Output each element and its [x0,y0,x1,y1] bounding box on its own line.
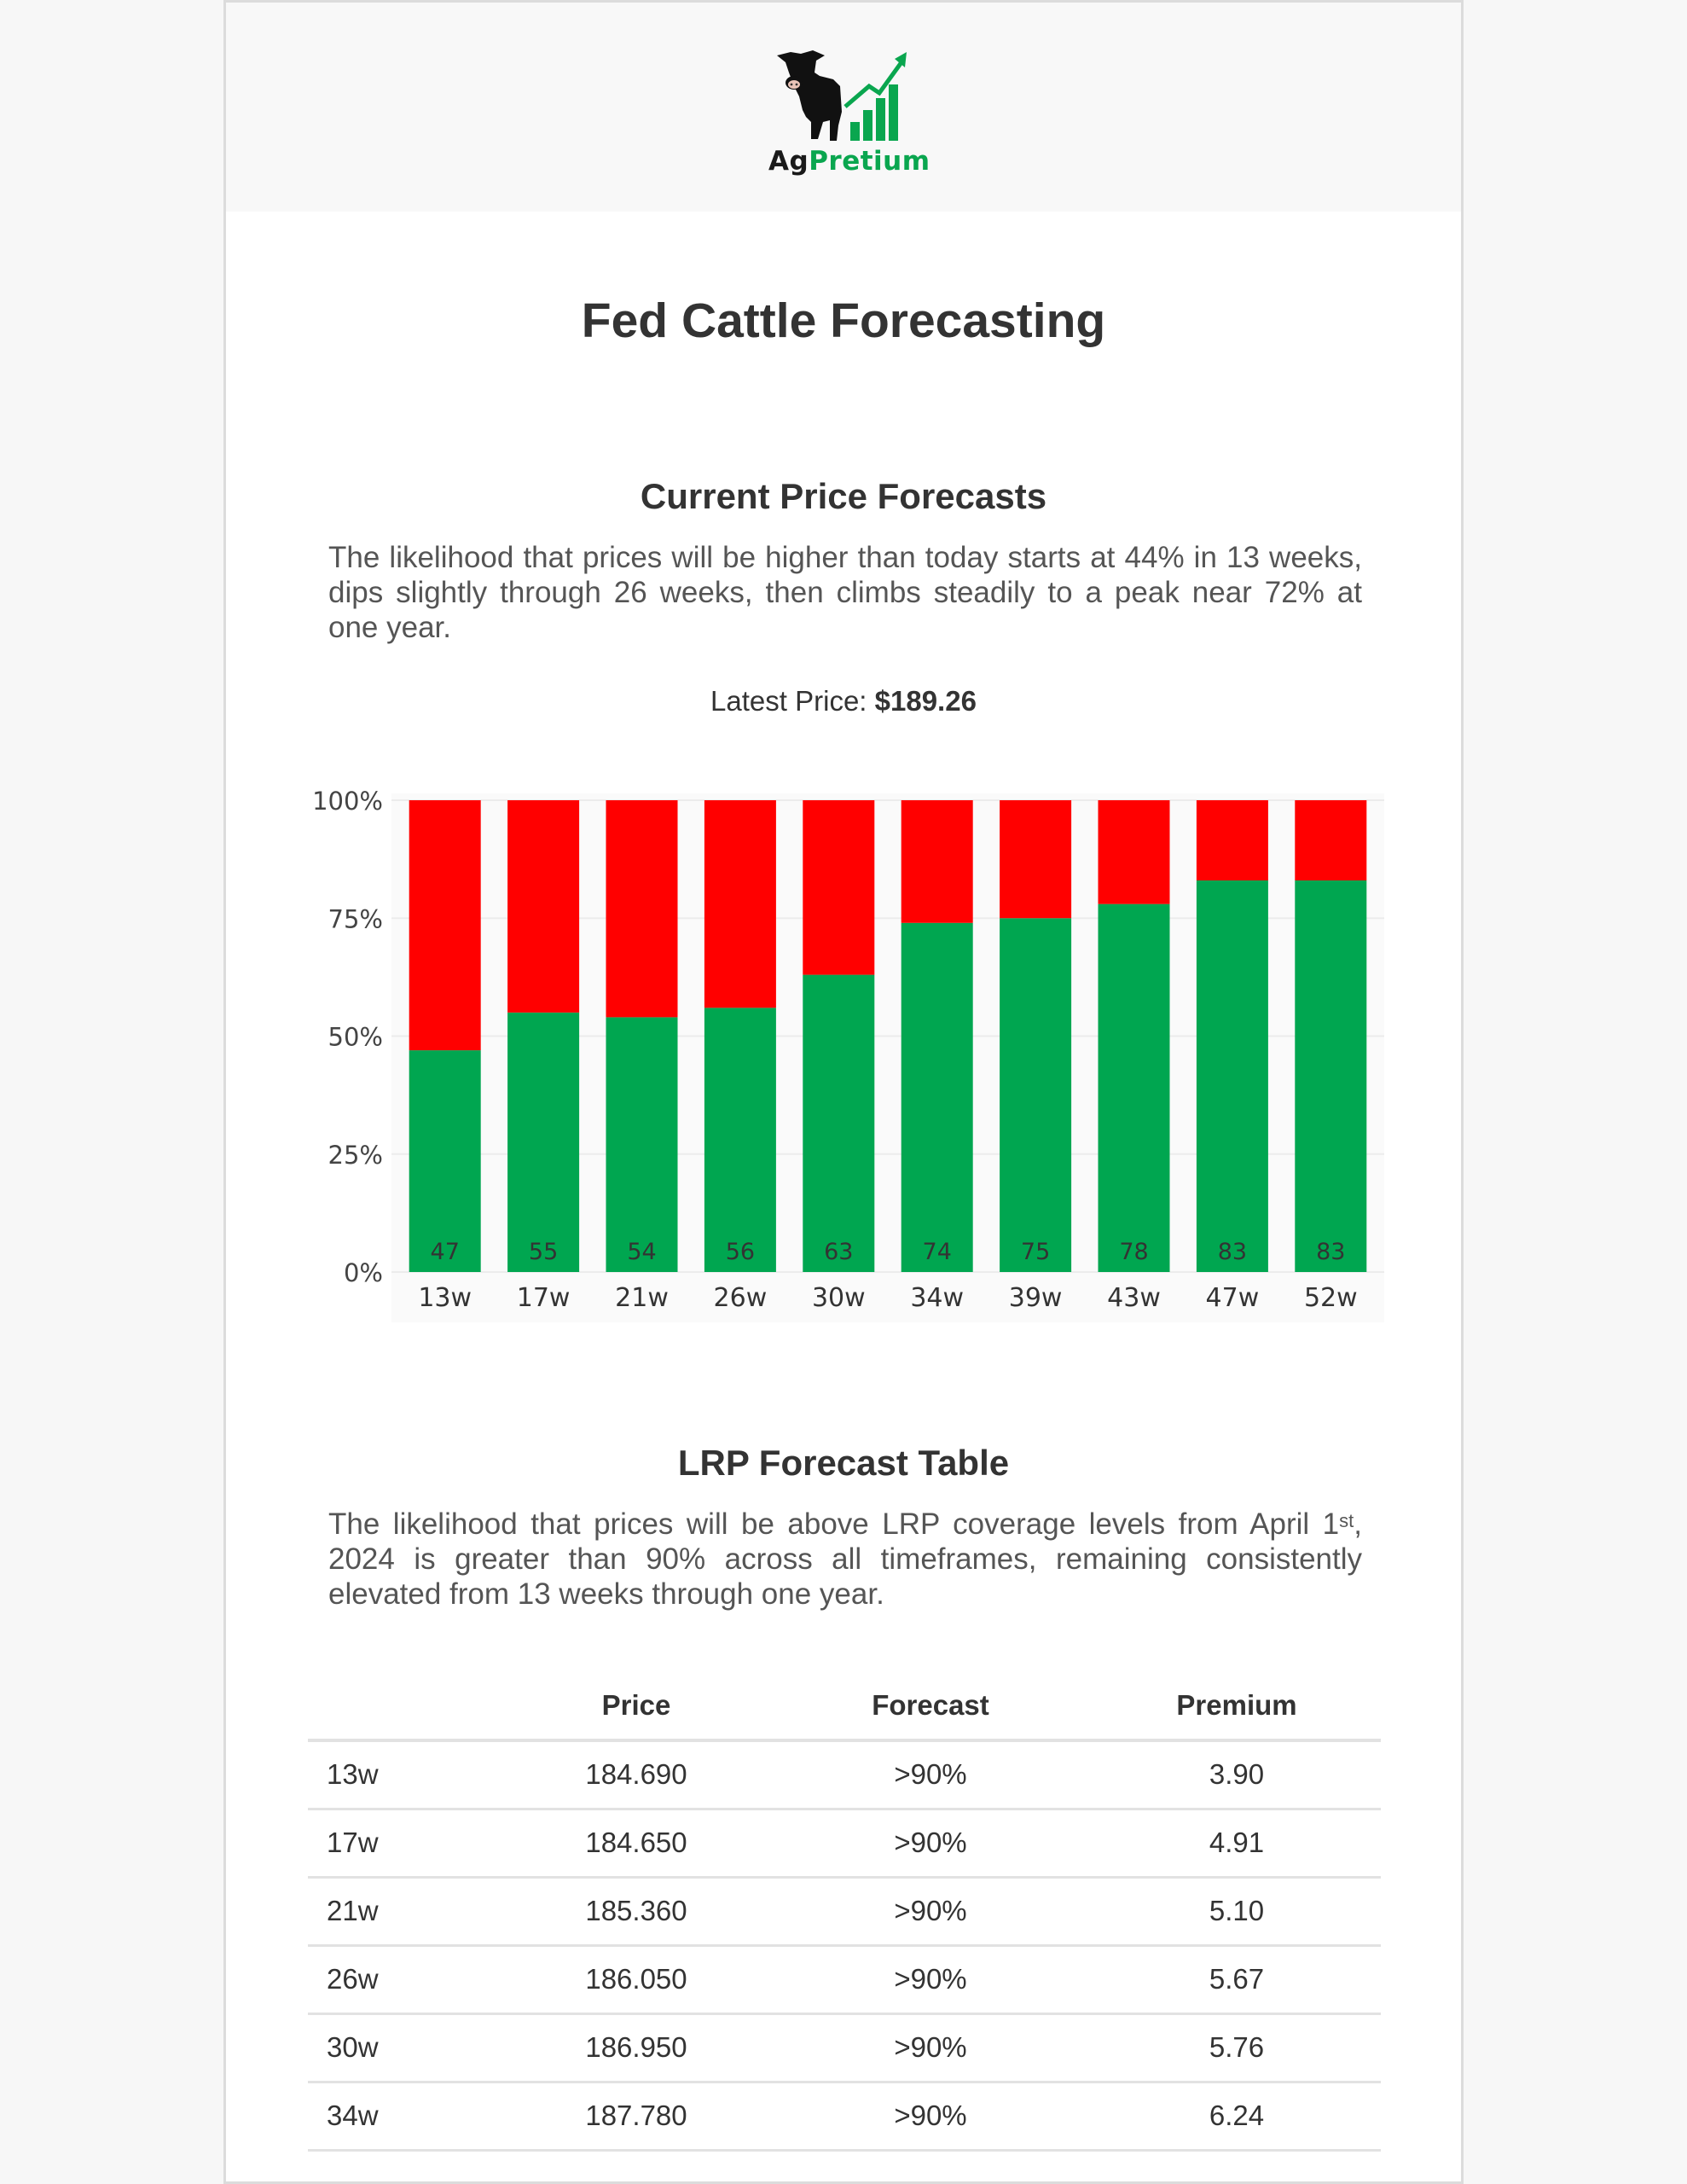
column-header-premium: Premium [1093,1672,1381,1740]
y-tick-label: 25% [328,1140,383,1170]
bar-data-label: 75 [1020,1239,1051,1265]
bar-segment-lower [409,800,481,1050]
bar-data-label: 83 [1217,1239,1248,1265]
cell-price: 187.780 [504,2082,768,2150]
cell-term: 34w [308,2082,504,2150]
x-tick-label: 13w [418,1283,472,1313]
header [226,3,1461,212]
cell-forecast: >90% [768,1809,1093,1877]
bar-data-label: 54 [627,1239,657,1265]
bar-segment-lower [1197,800,1268,880]
table-row [308,1945,1381,2013]
table-row [308,1877,1381,1945]
bar-data-label: 78 [1119,1239,1149,1265]
bar-data-label: 63 [824,1239,854,1265]
bar-segment-higher [606,1017,678,1272]
bar-segment-higher [1197,880,1268,1272]
bar-segment-lower [704,800,776,1008]
latest-price-label: Latest Price: [710,685,867,717]
cell-term: 26w [308,1945,504,2013]
current-forecasts-description: The likelihood that prices will be higher than today starts at 44% in 13 weeks, dips slightly through 26 weeks, then climbs steadily to a peak near 72% at one year. [328,541,1362,644]
bar-data-label: 56 [725,1239,756,1265]
cell-premium: 5.76 [1093,2013,1381,2082]
table-row [308,2082,1381,2150]
table-row [308,1809,1381,1877]
brand-name-part2: Pretium [809,146,930,177]
x-tick-label: 52w [1303,1283,1358,1313]
cell-price: 184.650 [504,1809,768,1877]
table-header-row [308,1672,1381,1740]
bar-segment-higher [704,1008,776,1272]
lrp-forecast-table [308,1672,1381,2152]
bar-data-label: 83 [1316,1239,1346,1265]
cow-chart-logo-icon [768,44,922,144]
cell-premium: 3.90 [1093,1740,1381,1809]
cell-term: 13w [308,1740,504,1809]
bar-segment-higher [803,975,874,1272]
bar-data-label: 47 [430,1239,460,1265]
x-tick-label: 34w [910,1283,965,1313]
x-tick-label: 39w [1008,1283,1063,1313]
y-tick-label: 100% [312,787,383,816]
latest-price [226,685,1461,717]
lrp-table-title: LRP Forecast Table [677,1443,1010,1483]
forecast-chart [308,775,1384,1321]
bar-segment-higher [507,1013,579,1272]
cell-premium: 4.91 [1093,1809,1381,1877]
bar-data-label: 55 [528,1239,559,1265]
bar-segment-lower [1000,800,1071,918]
cell-price: 186.950 [504,2013,768,2082]
bar-segment-lower [1099,800,1170,904]
bar-segment-higher [1000,918,1071,1272]
bar-segment-lower [901,800,973,923]
column-header-forecast: Forecast [768,1672,1093,1740]
page-title: Fed Cattle Forecasting [581,293,1106,348]
column-header-price: Price [504,1672,768,1740]
latest-price-value: $189.26 [874,685,977,717]
table-row [308,2013,1381,2082]
stacked-bar-chart [308,775,1384,1321]
x-tick-label: 30w [811,1283,866,1313]
bar-segment-lower [1295,800,1366,880]
bar-data-label: 74 [922,1239,952,1265]
cell-price: 185.360 [504,1877,768,1945]
cell-forecast: >90% [768,2013,1093,2082]
column-header-term [308,1672,504,1740]
cell-forecast: >90% [768,2082,1093,2150]
cell-forecast: >90% [768,1877,1093,1945]
email-card [223,0,1464,2184]
lrp-table-description [328,1507,1362,1612]
cell-premium: 6.24 [1093,2082,1381,2150]
current-forecasts-title: Current Price Forecasts [640,476,1047,516]
lrp-description-sup: st [1339,1510,1354,1531]
x-tick-label: 26w [713,1283,768,1313]
x-tick-label: 17w [516,1283,571,1313]
bar-segment-lower [507,800,579,1013]
brand-logo[interactable] [768,44,930,180]
table-row [308,1740,1381,1809]
brand-wordmark [768,146,930,177]
y-tick-label: 0% [343,1258,383,1287]
lrp-description-before: The likelihood that prices will be above LRP coverage levels from April 1 [328,1507,1340,1541]
x-tick-label: 21w [615,1283,669,1313]
bar-segment-lower [606,800,678,1017]
bar-segment-lower [803,800,874,975]
cell-forecast: >90% [768,1945,1093,2013]
bar-segment-higher [1099,904,1170,1272]
cell-premium: 5.67 [1093,1945,1381,2013]
cell-term: 21w [308,1877,504,1945]
lrp-description-after: , 2024 is greater than 90% across all timeframes, remaining consistently elevated from 13 weeks through one year. [328,1507,1362,1611]
bar-segment-higher [901,923,973,1272]
y-tick-label: 75% [328,904,383,934]
cell-price: 186.050 [504,1945,768,2013]
cell-forecast: >90% [768,1740,1093,1809]
brand-name-part1: Ag [768,146,809,177]
y-tick-label: 50% [328,1022,383,1052]
cell-price: 184.690 [504,1740,768,1809]
cell-premium: 5.10 [1093,1877,1381,1945]
cell-term: 17w [308,1809,504,1877]
x-tick-label: 47w [1205,1283,1260,1313]
x-tick-label: 43w [1107,1283,1161,1313]
bar-segment-higher [1295,880,1366,1272]
cell-term: 30w [308,2013,504,2082]
